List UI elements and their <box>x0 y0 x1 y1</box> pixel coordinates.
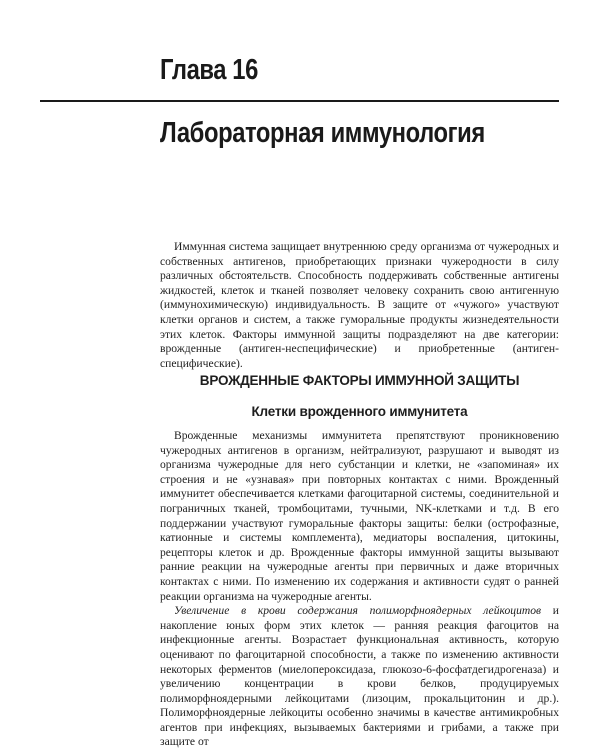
chapter-title: Лабораторная иммунология <box>160 117 485 149</box>
intro-paragraph: Иммунная система защищает внутреннюю среду организма от чужеродных и собственных антигенов, приобретающих признаки чужеродности в силу различных обстоятельств. Способность поддерживать собственные антигены жидкостей, клеток и тканей позволяет человеку сохранить свою антигенную (иммунохимическую) индивидуальность. В защите от «чужого» участвуют клетки органов и систем, а также гуморальные продукты жизнедеятельности этих клеток. Факторы иммунной защиты подразделяют на две категории: врожденные (антиген-неспецифические) и приобретенные (антиген-специфические). <box>160 240 559 370</box>
intro-text <box>160 240 559 371</box>
paragraph-2-text: и накопление юных форм этих клеток — ранняя реакция фагоцитов на инфекционные агенты. Возрастает функциональная активность, которую оценивают по фагоцитарной способности, а также по изменению активности некоторых ферментов (миелопероксидаза, глюкозо-6-фосфатдегидрогеназа) и увеличению концентрации в крови белков, продуцируемых полиморфноядерными лейкоцитами (лизоцим, прокальцитонин и др.). Полиморфноядерные лейкоциты особенно значимы в качестве антимикробных агентов при инфекциях, вызываемых бактериями и грибами, а также при защите от <box>160 604 559 749</box>
section-heading: ВРОЖДЕННЫЕ ФАКТОРЫ ИММУННОЙ ЗАЩИТЫ <box>199 373 520 388</box>
body-text <box>160 429 559 750</box>
body-paragraph-1: Врожденные механизмы иммунитета препятствуют проникновению чужеродных антигенов в организм, нейтрализуют, разрушают и выводят из организма чужеродные для него субстанции и клетки, не «запоминая» их строения и не «узнавая» при повторных контактах с ними. Врожденный иммунитет обеспечивается клетками фагоцитарной системы, соединительной и пограничных тканей, тромбоцитами, тучными, NK-клетками и т.д. В его поддержании участвуют гуморальные факторы защиты: белки (острофазные, катионные и системы комплемента), медиаторы воспаления, цитокины, рецепторы клеток и др. Врожденные факторы иммунной защиты вызывают ранние реакции на чужеродные агенты при первичных и даже вторичных контактах с ними. По изменению их содержания и активности судят о ранней реакции организма на чужеродные агенты. <box>160 429 559 603</box>
body-paragraph-2 <box>160 604 559 750</box>
italic-lead: Увеличение в крови содержания полиморфноядерных лейкоцитов <box>174 604 542 618</box>
chapter-divider <box>40 100 559 102</box>
chapter-number: Глава 16 <box>160 54 258 86</box>
subsection-heading: Клетки врожденного иммунитета <box>251 404 468 419</box>
